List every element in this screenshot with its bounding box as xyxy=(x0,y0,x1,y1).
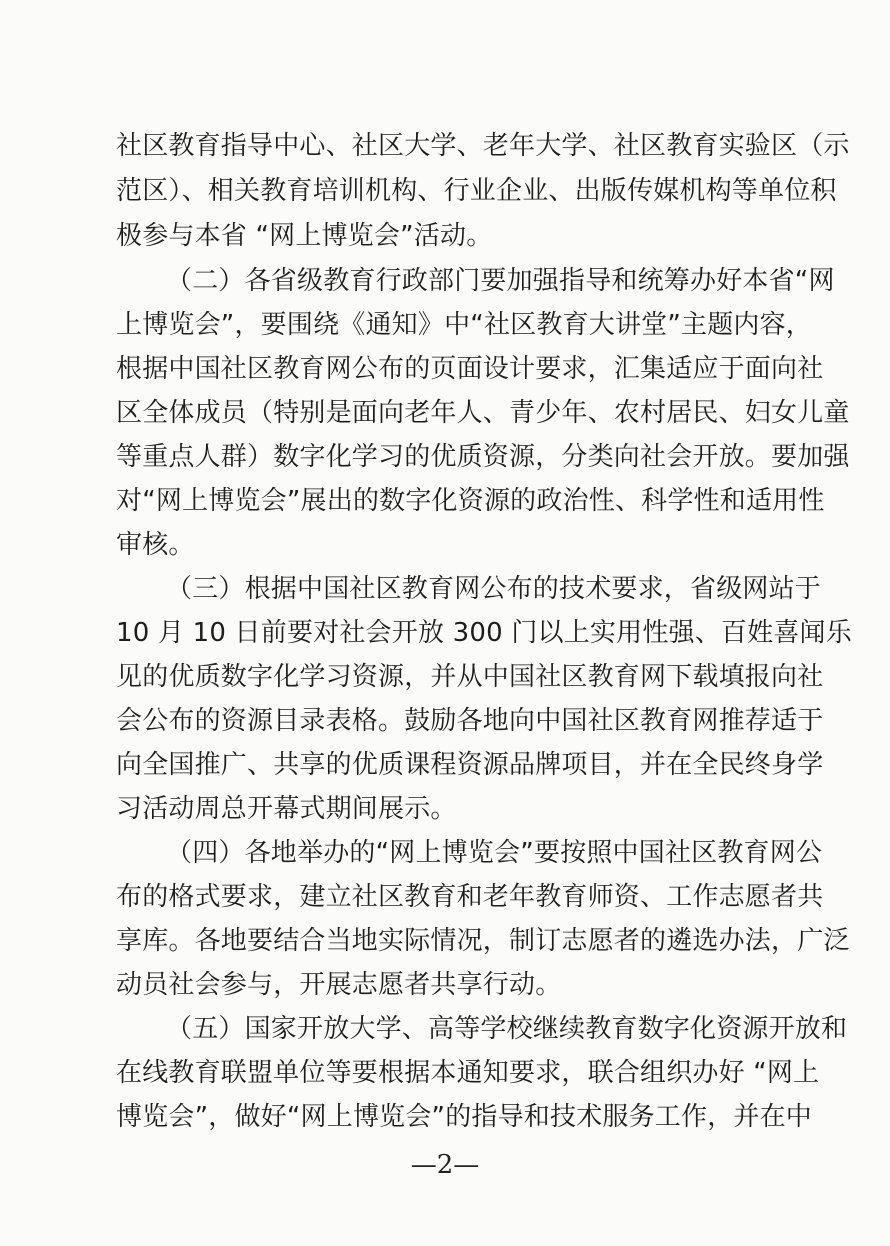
body-line-9: 对“网上博览会”展出的数字化资源的政治性、科学性和适用性 xyxy=(116,486,825,516)
body-line-15: 向全国推广、共享的优质课程资源品牌项目，并在全民终身学 xyxy=(116,750,824,780)
body-line-19: 享库。各地要结合当地实际情况，制订志愿者的遴选办法，广泛 xyxy=(116,926,850,956)
body-line-18: 布的格式要求，建立社区教育和老年教育师资、工作志愿者共 xyxy=(116,882,824,912)
body-line-7: 区全体成员（特别是面向老年人、青少年、农村居民、妇女儿童 xyxy=(116,398,850,428)
body-line-10: 审核。 xyxy=(116,530,195,560)
body-line-1: 社区教育指导中心、社区大学、老年大学、社区教育实验区（示 xyxy=(116,131,850,161)
body-line-22: 在线教育联盟单位等要根据本通知要求，联合组织办好 “网上 xyxy=(116,1058,820,1088)
body-line-23: 博览会”，做好“网上博览会”的指导和技术服务工作，并在中 xyxy=(116,1102,813,1132)
body-line-5: 上博览会”，要围绕《通知》中“社区教育大讲堂”主题内容， xyxy=(116,310,813,340)
body-line-11: （三）根据中国社区教育网公布的技术要求，省级网站于 xyxy=(166,574,822,604)
page-number: —2— xyxy=(410,1150,480,1180)
body-line-14: 会公布的资源目录表格。鼓励各地向中国社区教育网推荐适于 xyxy=(116,706,824,736)
body-line-20: 动员社会参与，开展志愿者共享行动。 xyxy=(116,970,562,1000)
body-line-3: 极参与本省 “网上博览会”活动。 xyxy=(116,221,493,251)
body-line-8: 等重点人群）数字化学习的优质资源，分类向社会开放。要加强 xyxy=(116,442,850,472)
body-line-4: （二）各省级教育行政部门要加强指导和统筹办好本省“网 xyxy=(166,266,835,296)
body-line-13: 见的优质数字化学习资源，并从中国社区教育网下载填报向社 xyxy=(116,662,824,692)
body-line-2: 范区）、相关教育培训机构、行业企业、出版传媒机构等单位积 xyxy=(116,176,837,206)
body-line-12: 10 月 10 日前要对社会开放 300 门以上实用性强、百姓喜闻乐 xyxy=(116,618,852,648)
body-line-16: 习活动周总开幕式期间展示。 xyxy=(116,794,457,824)
body-line-21: （五）国家开放大学、高等学校继续教育数字化资源开放和 xyxy=(166,1014,848,1044)
body-line-6: 根据中国社区教育网公布的页面设计要求，汇集适应于面向社 xyxy=(116,354,824,384)
body-line-17: （四）各地举办的“网上博览会”要按照中国社区教育网公 xyxy=(166,838,823,868)
